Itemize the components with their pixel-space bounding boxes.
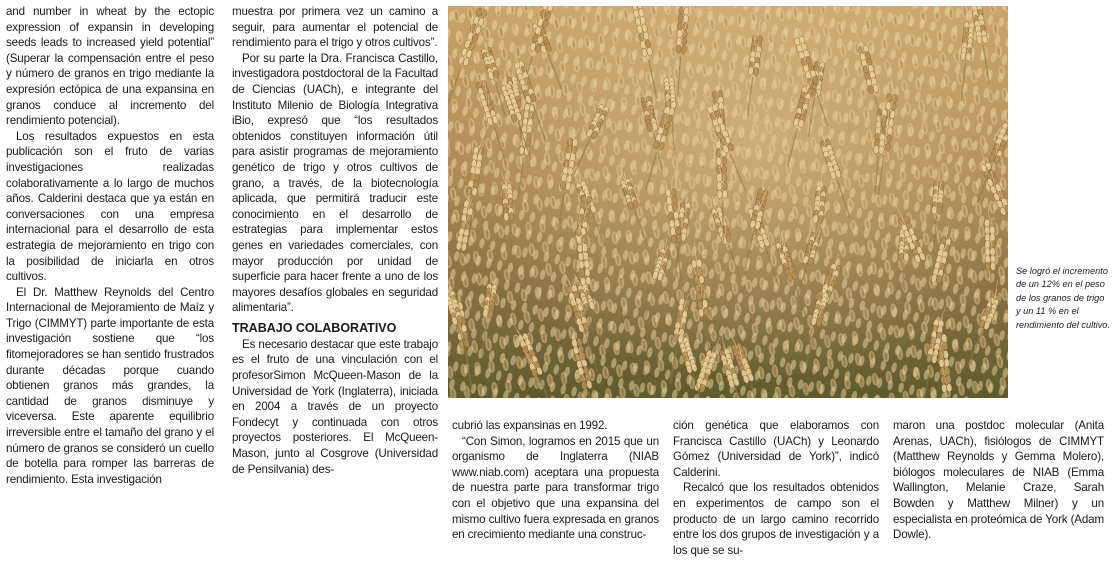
article-column-2 bbox=[232, 4, 438, 477]
paragraph: muestra por primera vez un camino a seguir, para aumentar el potencial de rendimiento para el trigo y otros cultivos”. bbox=[232, 5, 438, 50]
paragraph: Es necesario destacar que este trabajo es el fruto de una vinculación con el profesorSimon McQueen-Mason de la Universidad de York (Inglaterra), iniciada en 2004 a través de un proyecto Fondecyt y continuada con otros proyectos posteriores. El McQueen-Mason, junto al Cosgrove (Universidad de Pensilvania) des- bbox=[232, 337, 438, 476]
paragraph: ción genética que elaboramos con Francisca Castillo (UACh) y Leonardo Gómez (Universidad de York)”, indicó Calderini. bbox=[673, 419, 879, 479]
paragraph: cubrió las expansinas en 1992. bbox=[452, 419, 608, 432]
paragraph: Los resultados expuestos en esta publicación son el fruto de varias investigaciones realizadas colaborativamente a lo largo de muchos años. Calderini destaca que ya están en conversaciones con una empresa internacional para el desarrollo de esta estrategia de mejoramiento en trigo con la posibilidad de iniciarla en otros cultivos. bbox=[6, 129, 214, 284]
paragraph: Por su parte la Dra. Francisca Castillo, investigadora postdoctoral de la Facultad de Ciencias (UACh), e integrante del Instituto Milenio de Biología Integrativa iBio, expresó que “los resultados obtenidos constituyen información útil para asistir programas de mejoramiento genético de trigo y otros cultivos de grano, a través, de la biotecnología aplicada, que permitirá traducir este conocimiento en el desarrollo de estrategias para implementar estos genes en variedades comerciales, con mayor producción por unidad de superficie para hacer frente a uno de los mayores desafíos globales en seguridad alimentaria”. bbox=[232, 51, 438, 315]
article-column-4 bbox=[673, 418, 879, 558]
wheat-field-photo bbox=[448, 6, 1008, 398]
section-subheading: TRABAJO COLABORATIVO bbox=[232, 320, 397, 335]
photo-caption: Se logró el incremento de un 12% en el peso de los granos de trigo y un 11 % en el rendimiento del cultivo. bbox=[1016, 266, 1110, 330]
wheat-field-image bbox=[448, 6, 1008, 398]
paragraph: El Dr. Matthew Reynolds del Centro Internacional de Mejoramiento de Maíz y Trigo (CIMMYT) parte importante de esta investigación sostiene que “los fitomejoradores se han sentido frustrados durante décadas porque cuando obtienen granos más grandes, la cantidad de granos disminuye y viceversa. Este aparente equilibrio irreversible entre el tamaño del grano y el número de granos se consideró un cuello de botella para romper las barreras de rendimiento. Esta investigación bbox=[6, 285, 214, 486]
article-column-3 bbox=[452, 418, 659, 543]
paragraph: Recalcó que los resultados obtenidos en experimentos de campo son el producto de un largo camino recorrido entre los dos grupos de investigación y a los que se su- bbox=[673, 481, 879, 557]
article-column-5 bbox=[893, 418, 1104, 543]
paragraph: maron una postdoc molecular (Anita Arenas, UACh), fisiólogos de CIMMYT (Matthew Reynolds y Gemma Molero), biólogos moleculares de NIAB (Emma Wallington, Melanie Craze, Sarah Bowden y Matthew Milner) y un especialista en proteómica de York (Adam Dowle). bbox=[893, 419, 1104, 542]
paragraph: and number in wheat by the ectopic expression of expansin in developing seeds leads to increased yield potential” (Superar la compensación entre el peso y número de granos en trigo mediante la expresión ectópica de una expansina en granos conduce al incremento del rendimiento potencial). bbox=[6, 5, 214, 128]
paragraph: “Con Simon, logramos en 2015 que un organismo de Inglaterra (NIAB www.niab.com) aceptara una propuesta de nuestra parte para transformar trigo con el objetivo que una expansina del mismo cultivo fuera expresada en granos en crecimiento mediante una construc- bbox=[452, 434, 659, 542]
article-column-1 bbox=[6, 4, 214, 487]
